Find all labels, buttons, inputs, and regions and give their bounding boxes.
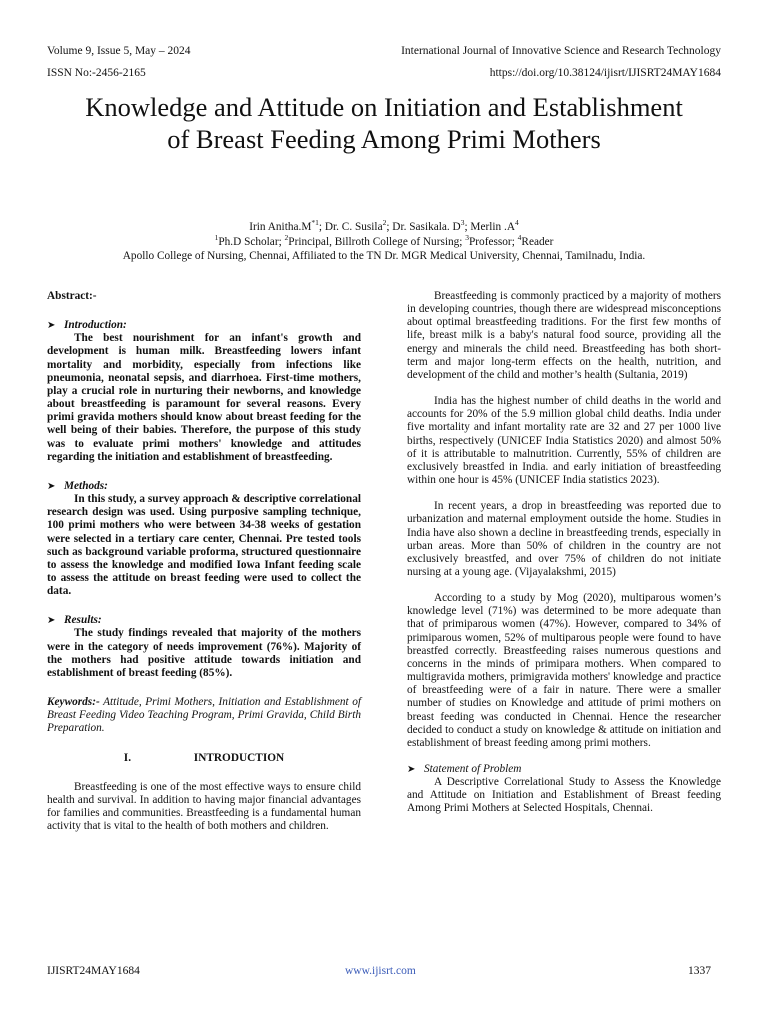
arrow-bullet-icon: ➤: [47, 480, 56, 492]
problem-heading-text: Statement of Problem: [424, 763, 522, 775]
role-4-mark: 4: [517, 232, 522, 242]
keywords: [47, 696, 361, 735]
affiliation: Apollo College of Nursing, Chennai, Affiliated to the TN Dr. MGR Medical University, Chennai, Tamilnadu, India.: [122, 250, 646, 262]
section-heading-introduction: [47, 752, 361, 765]
role-1-mark: 1: [214, 232, 219, 242]
issn: ISSN No:-2456-2165: [47, 67, 146, 79]
author-block: [30, 220, 738, 264]
arrow-bullet-icon: ➤: [47, 615, 56, 627]
journal-name: International Journal of Innovative Science and Research Technology: [401, 45, 721, 57]
introduction-heading-text: Introduction:: [64, 319, 127, 332]
author-2: ; Dr. C. Susila: [318, 221, 383, 233]
results-heading-text: Results:: [64, 614, 102, 627]
author-4-mark: 4: [515, 218, 519, 228]
left-column: [47, 290, 361, 833]
right-column: [407, 290, 721, 816]
arrow-bullet-icon: ➤: [407, 764, 416, 775]
section-title: INTRODUCTION: [193, 751, 285, 764]
author-1: Irin Anitha.M: [249, 221, 312, 233]
footer-paper-id: IJISRT24MAY1684: [47, 965, 140, 977]
role-1: Ph.D Scholar;: [218, 235, 285, 248]
abstract-methods: In this study, a survey approach & descriptive correlational research design was used. Using purposive sampling technique, 100 primi mothers who were between 34-38 weeks of gestation were selected in a tertiary care center, Chennai. Pre tested tools such as background variable proforma, structured questionnaire to assess the knowledge and modified Iowa Infant feeding scale to assess the attitude on breast feeding were used to collect the data.: [47, 493, 361, 598]
author-roles: [30, 232, 738, 250]
role-2-mark: 2: [284, 232, 289, 242]
right-paragraph-3: In recent years, a drop in breastfeeding was reported due to urbanization and maternal employment outside the home. Studies in India have also shown a decline in breastfeeding trends, especially in urban areas. More than 50% of children in the country are not exclusively breastfed, and over 75% of children do not initiate nursing at a young age. (Vijayalakshmi, 2015): [407, 500, 721, 578]
abstract-results: The study findings revealed that majority of the mothers were in the category of needs improvement (76%). Majority of the mothers had positive attitude towards initiation and establishment of breast feeding (85%).: [47, 627, 361, 679]
role-2: Principal, Billroth College of Nursing;: [288, 235, 466, 248]
role-3-mark: 3: [465, 232, 470, 242]
problem-heading: [407, 763, 721, 776]
author-2-mark: 2: [382, 218, 387, 228]
right-paragraph-4: According to a study by Mog (2020), multiparous women’s knowledge level (71%) was determined to be more adequate than that of primiparous women (47%). However, compared to 34% of primiparous women, 52% of multiparous people were found to have breastfed correctly. Breastfeeding raises numerous questions and concerns in the minds of primipara mothers. When compared to multigravida mothers, primigravida mothers' knowledge and practice of breastfeeding were of a fair in nature. There were a smaller number of studies on Knowledge and attitude of primi mothers on breast feeding was conducted in Chennai. Hence the researcher decided to conduct a study on knowledge & attitude on initiation and establishment of breast feeding among primi mothers.: [407, 592, 721, 749]
volume-issue: Volume 9, Issue 5, May – 2024: [47, 45, 191, 57]
intro-paragraph-1: Breastfeeding is one of the most effective ways to ensure child health and survival. In addition to having major financial advantages for families and communities. Breastfeeding is a fundamental human activity that is vital to the health of both mothers and children.: [47, 780, 361, 833]
keywords-text: Attitude, Primi Mothers, Initiation and Establishment of Breast Feeding Video Teaching Program, Primi Gravida, Child Birth Preparation.: [47, 696, 361, 735]
problem-statement: A Descriptive Correlational Study to Assess the Knowledge and Attitude on Initiation and Establishment of Breast feeding Among Primi Mothers at Selected Hospitals, Chennai.: [407, 776, 721, 815]
role-3: Professor;: [469, 235, 518, 248]
role-4: Reader: [521, 235, 554, 248]
abstract-label: Abstract:-: [47, 290, 97, 302]
keywords-label: Keywords:-: [47, 696, 100, 709]
author-3-mark: 3: [460, 218, 465, 228]
right-paragraph-1: Breastfeeding is commonly practiced by a majority of mothers in developing countries, though there are widespread misconceptions about optimal breastfeeding traditions. For the first few months of life, breast milk is a baby's natural food source, providing all the energy and minerals the child need. Breastfeeding has both short-term and major long-term effects on the health, nutrition, and development of the child and mother’s health (Sultania, 2019): [407, 290, 721, 381]
author-names: [30, 220, 738, 235]
page-number: 1337: [688, 965, 711, 977]
author-1-mark: *1: [311, 218, 319, 228]
author-4: ; Merlin .A: [464, 221, 515, 233]
arrow-bullet-icon: ➤: [47, 320, 56, 332]
author-3: ; Dr. Sasikala. D: [386, 221, 461, 233]
abstract-introduction: The best nourishment for an infant's growth and development is human milk. Breastfeeding lowers infant mortality and morbidity, especially from infections like pneumonia, neonatal sepsis, and diarrhoea. First-time mothers, play a crucial role in nurturing their newborns, and knowledge about breastfeeding is paramount for several reasons. Every primi gravida mothers should know about breast feeding for the well being of their babies. Therefore, the purpose of this study was to evaluate primi mothers' knowledge and attitudes regarding the initiation and establishment of breastfeeding.: [47, 332, 361, 463]
methods-heading: [47, 480, 361, 493]
right-paragraph-2: India has the highest number of child deaths in the world and accounts for 20% of the 5.9 million global child deaths. India under five mortality and infant mortality rate are 32 and 27 per 1000 live births, respectively (UNICEF India Statistics 2020) and almost 50% of it is attributable to malnutrition. Currently, 55% of children are exclusively breastfed in India. and early initiation of breastfeeding within one hour is 45% (UNICEF India statistics 2023).: [407, 395, 721, 487]
section-number: I.: [123, 751, 132, 764]
doi-link[interactable]: https://doi.org/10.38124/ijisrt/IJISRT24MAY1684: [489, 67, 721, 79]
results-heading: [47, 614, 361, 627]
paper-title: Knowledge and Attitude on Initiation and Establishment of Breast Feeding Among Primi Mothers: [85, 92, 683, 154]
footer-website-link[interactable]: www.ijisrt.com: [345, 965, 416, 977]
methods-heading-text: Methods:: [64, 479, 108, 492]
introduction-heading: [47, 319, 361, 332]
